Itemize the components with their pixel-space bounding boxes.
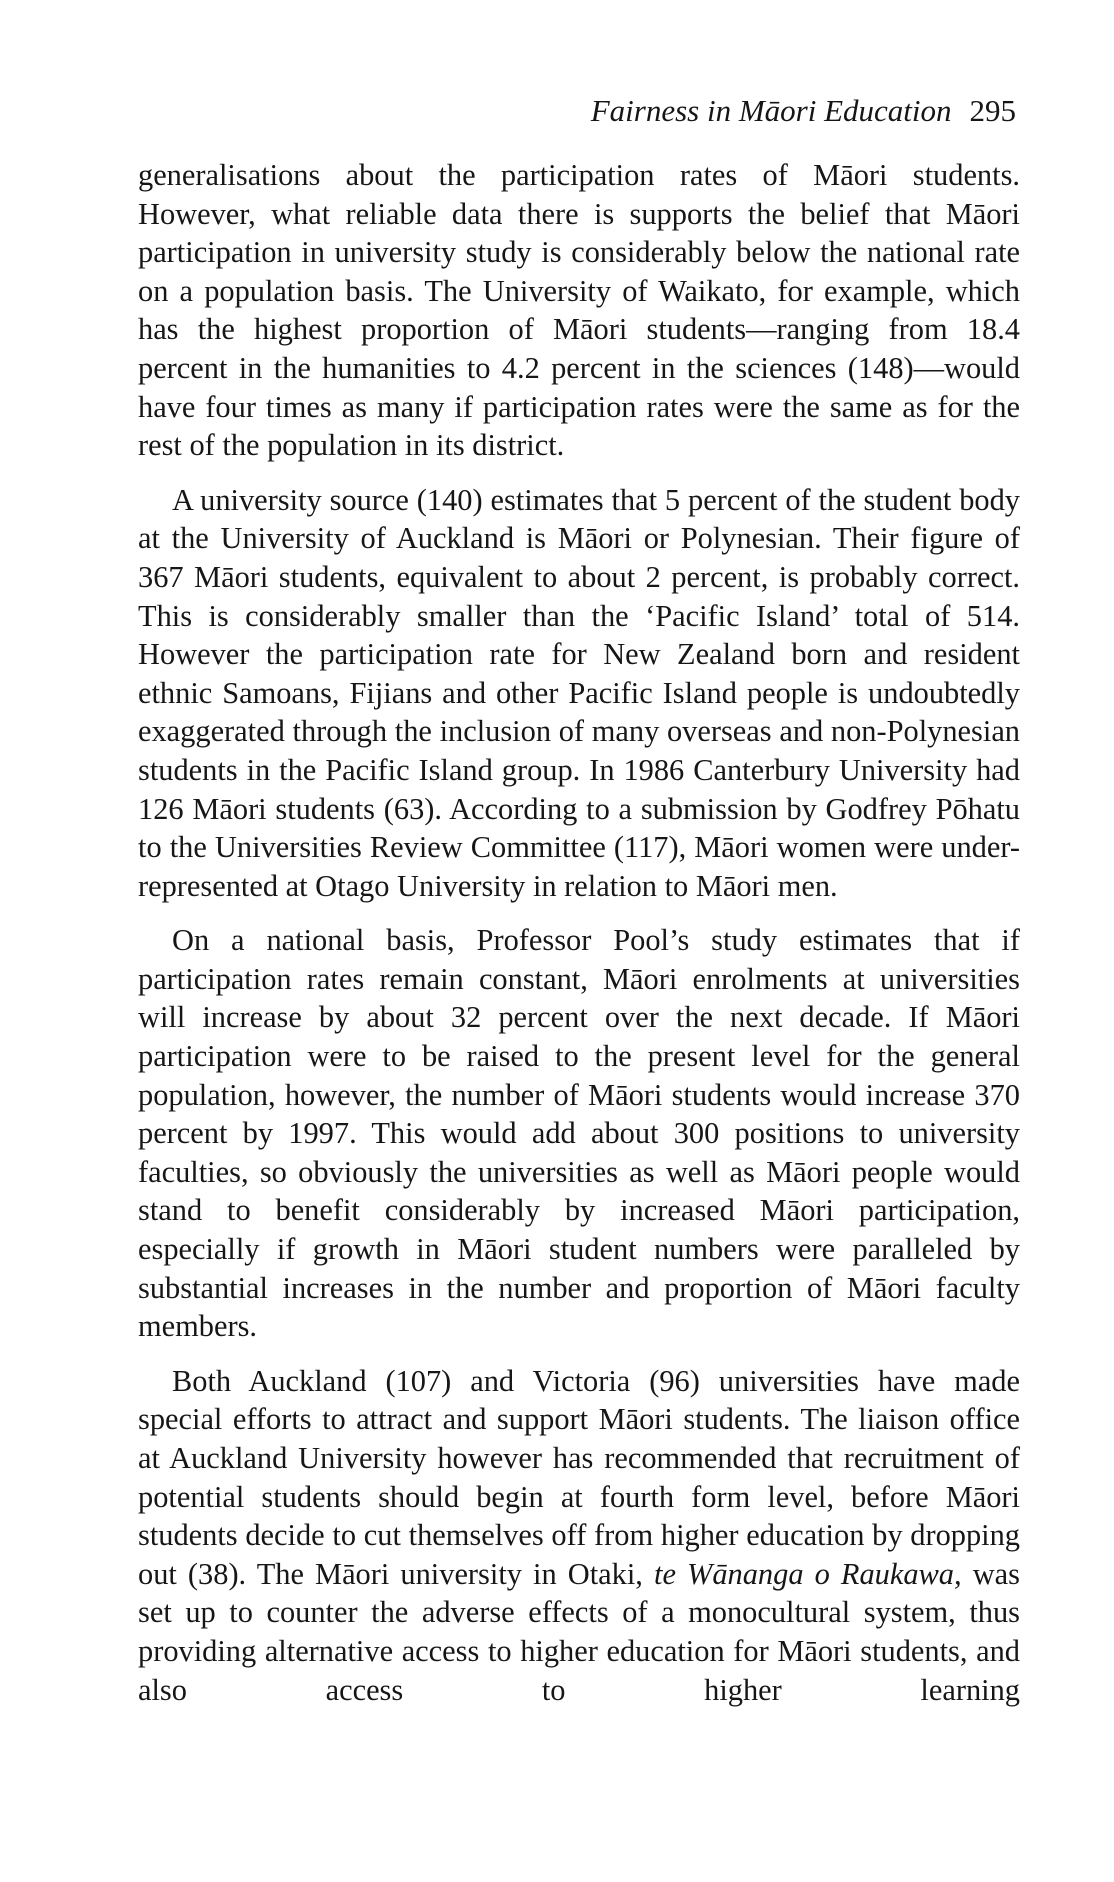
paragraph-4-text-after: was set up to counter the adverse effects of a monocultural system, thus providing alternative access to higher education for Māori students, and also access to higher learning (138, 1556, 1020, 1707)
page-number: 295 (969, 93, 1016, 128)
running-head-title: Fairness in Māori Education (590, 93, 952, 128)
paragraph-4 (138, 1362, 1020, 1709)
paragraph-4-italic-title: te Wānanga o Raukawa, (654, 1556, 962, 1591)
running-head (591, 92, 1016, 130)
book-page (138, 92, 1020, 1852)
paragraph-4-text-before: Both Auckland (107) and Victoria (96) universities have made special efforts to attract and support Māori students. The liaison office at Auckland University however has recommended that recruitment of potential students should begin at fourth form level, before Māori students decide to cut themselves off from higher education by dropping out (38). The Māori university in Otaki, (138, 1363, 1020, 1591)
paragraph-2: A university source (140) estimates that 5 percent of the student body at the University of Auckland is Māori or Polynesian. Their figure of 367 Māori students, equivalent to about 2 percent, is probably correct. This is considerably smaller than the ‘Pacific Island’ total of 514. However the participation rate for New Zealand born and resident ethnic Samoans, Fijians and other Pacific Island people is undoubtedly exaggerated through the inclusion of many overseas and non-Polynesian students in the Pacific Island group. In 1986 Canterbury University had 126 Māori students (63). According to a submission by Godfrey Pōhatu to the Universities Review Committee (117), Māori women were under-represented at Otago University in relation to Māori men. (138, 482, 1020, 903)
paragraph-1: generalisations about the participation rates of Māori students. However, what reliable data there is supports the belief that Māori participation in university study is considerably below the national rate on a population basis. The University of Waikato, for example, which has the highest proportion of Māori students—ranging from 18.4 percent in the humanities to 4.2 percent in the sciences (148)—would have four times as many if participation rates were the same as for the rest of the population in its district. (138, 158, 1020, 463)
body-text (138, 156, 1020, 1725)
paragraph-3: On a national basis, Professor Pool’s study estimates that if participation rates remain constant, Māori enrolments at universities will increase by about 32 percent over the next decade. If Māori participation were to be raised to the present level for the general population, however, the number of Māori students would increase 370 percent by 1997. This would add about 300 positions to university faculties, so obviously the universities as well as Māori people would stand to benefit considerably by increased Māori participation, especially if growth in Māori student numbers were paralleled by substantial increases in the number and proportion of Māori faculty members. (138, 923, 1020, 1344)
